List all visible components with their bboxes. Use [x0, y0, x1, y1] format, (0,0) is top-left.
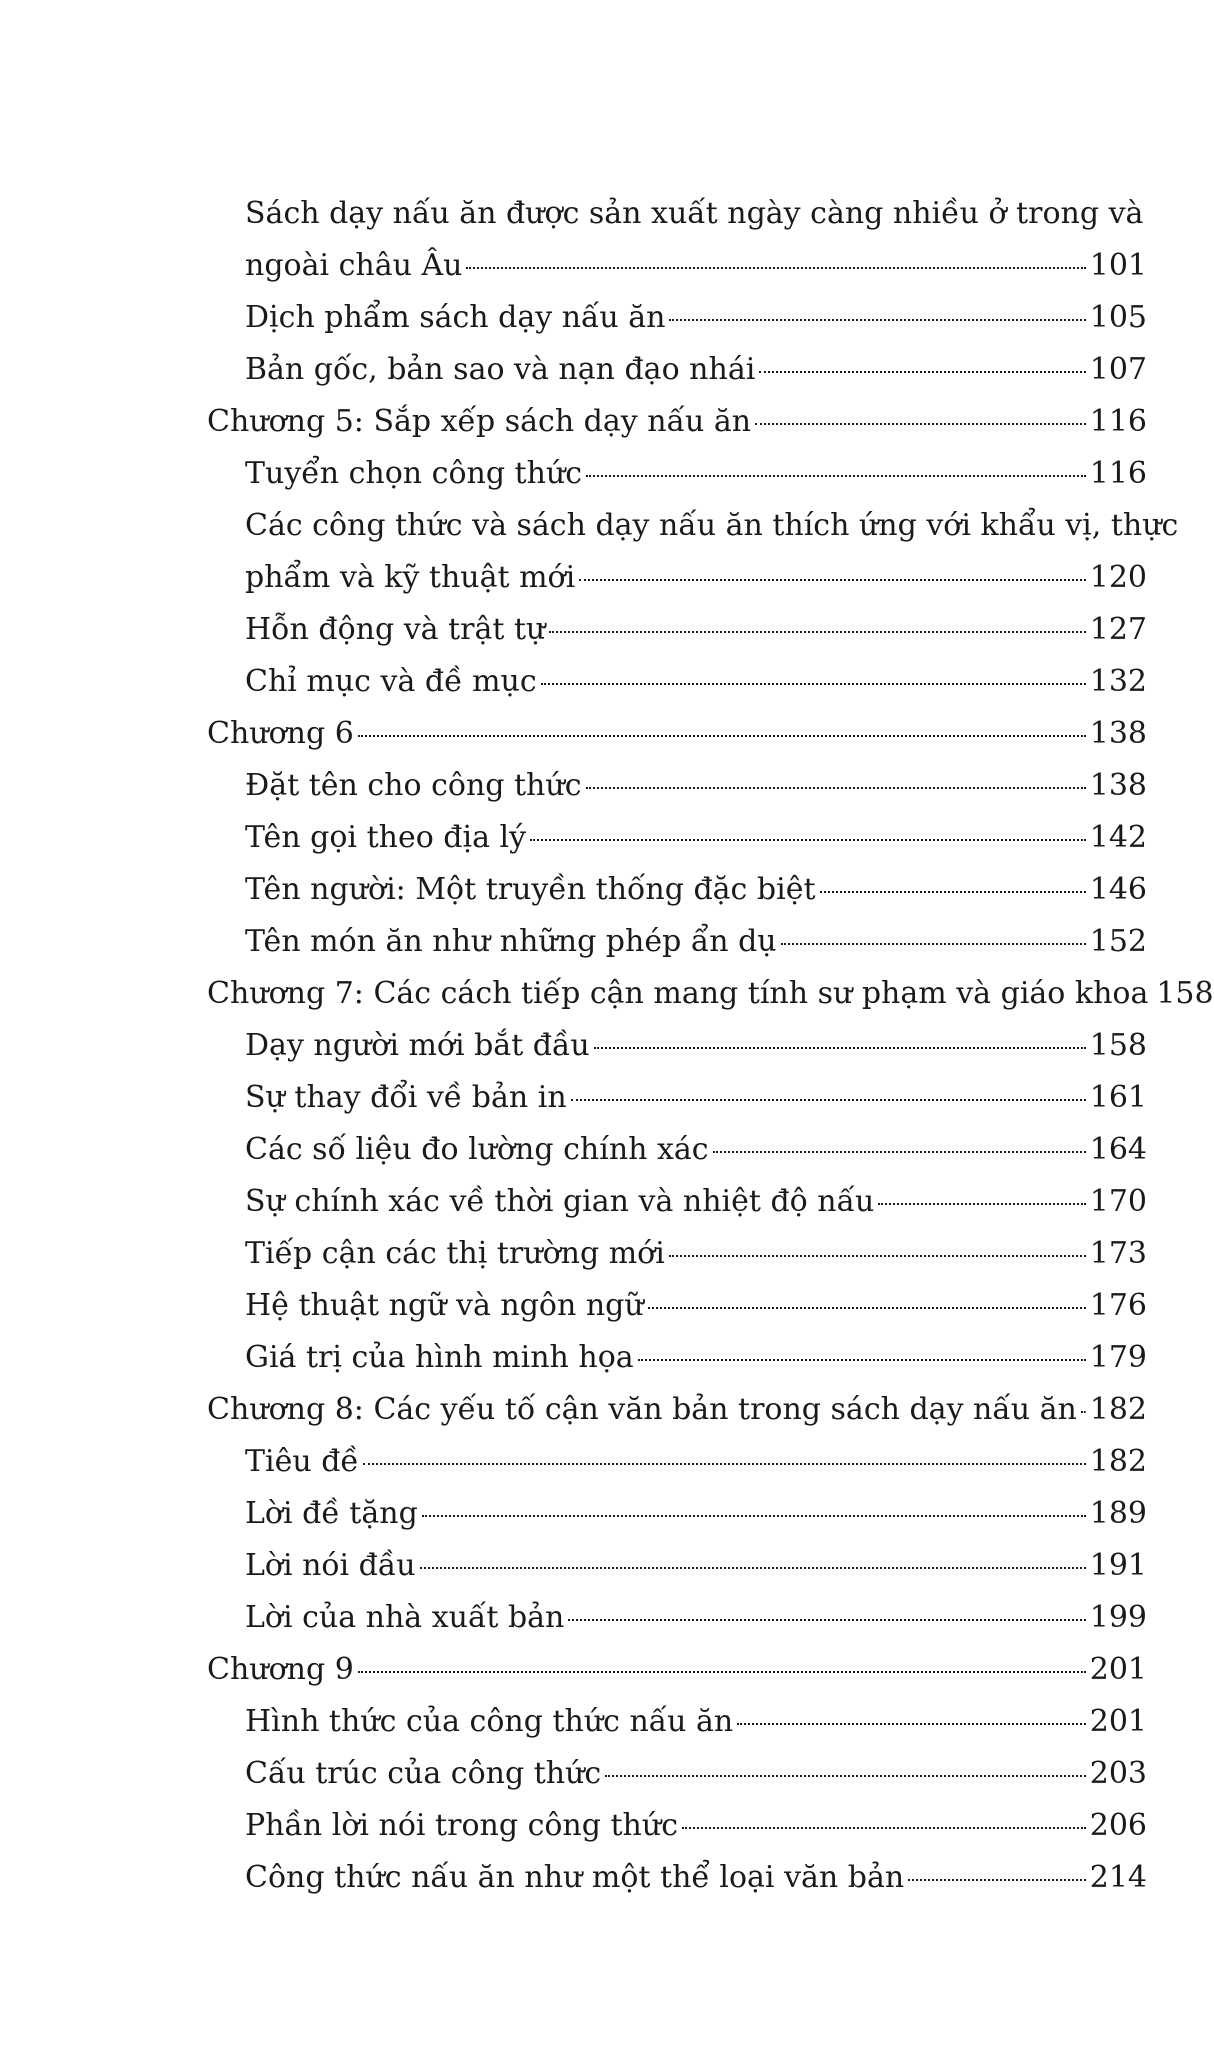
toc-page-number: 199: [1089, 1600, 1147, 1635]
toc-dot-leader: [571, 1098, 1086, 1101]
toc-section-entry: [207, 1696, 1147, 1748]
toc-section-entry: [207, 812, 1147, 864]
toc-page-number: 203: [1089, 1756, 1147, 1791]
toc-dot-leader: [363, 1462, 1086, 1465]
toc-dot-leader: [638, 1358, 1086, 1361]
toc-page-number: 146: [1089, 872, 1147, 907]
toc-dot-leader: [605, 1774, 1086, 1777]
toc-page-number: 170: [1089, 1184, 1147, 1219]
toc-section-entry: [207, 656, 1147, 708]
toc-dot-leader: [682, 1826, 1086, 1829]
toc-dot-leader: [358, 1670, 1086, 1673]
toc-section-entry: [207, 552, 1147, 604]
toc-page-number: 201: [1089, 1704, 1147, 1739]
toc-page-number: 189: [1089, 1496, 1147, 1531]
toc-dot-leader: [466, 266, 1085, 269]
toc-entry-title: Bản gốc, bản sao và nạn đạo nhái: [245, 352, 756, 387]
toc-page-number: 182: [1089, 1392, 1147, 1427]
toc-page-number: 158: [1089, 1028, 1147, 1063]
toc-entry-title: Sự chính xác về thời gian và nhiệt độ nấu: [245, 1184, 875, 1219]
toc-dot-leader: [713, 1150, 1086, 1153]
toc-page-number: 214: [1089, 1860, 1147, 1895]
toc-section-entry: [207, 1800, 1147, 1852]
toc-section-entry: [207, 1280, 1147, 1332]
toc-dot-leader: [579, 578, 1086, 581]
toc-entry-title: Tên món ăn như những phép ẩn dụ: [245, 924, 777, 959]
toc-page-number: 132: [1089, 664, 1147, 699]
toc-entry-title: Các số liệu đo lường chính xác: [245, 1132, 709, 1167]
toc-page-number: 127: [1089, 612, 1147, 647]
toc-entry-title: Hình thức của công thức nấu ăn: [245, 1704, 734, 1739]
toc-section-entry: [207, 916, 1147, 968]
toc-section-entry: [207, 1332, 1147, 1384]
toc-entry-title: Lời của nhà xuất bản: [245, 1600, 565, 1635]
toc-page-number: 164: [1089, 1132, 1147, 1167]
toc-entry-title: Hỗn động và trật tự: [245, 612, 546, 647]
toc-entry-title: Dạy người mới bắt đầu: [245, 1028, 590, 1063]
toc-entry-title: Tiêu đề: [245, 1444, 359, 1479]
toc-entry-title: Phần lời nói trong công thức: [245, 1808, 678, 1843]
toc-page-number: 176: [1089, 1288, 1147, 1323]
toc-entry-title: Tiếp cận các thị trường mới: [245, 1236, 665, 1271]
toc-chapter-entry: [207, 708, 1147, 760]
toc-page-number: 116: [1089, 404, 1147, 439]
toc-section-entry: [207, 240, 1147, 292]
toc-dot-leader: [820, 890, 1086, 893]
toc-section-entry: [207, 344, 1147, 396]
toc-section-entry: [207, 864, 1147, 916]
toc-page-number: 206: [1089, 1808, 1147, 1843]
toc-section-entry: [207, 292, 1147, 344]
toc-page-number: 138: [1089, 768, 1147, 803]
toc-entry-title: Đặt tên cho công thức: [245, 768, 582, 803]
toc-dot-leader: [586, 786, 1086, 789]
toc-page-number: 182: [1089, 1444, 1147, 1479]
toc-page-number: 201: [1089, 1652, 1147, 1687]
toc-section-entry: [207, 1540, 1147, 1592]
toc-section-entry: [207, 1072, 1147, 1124]
toc-section-entry: [207, 1124, 1147, 1176]
toc-section-entry: [207, 1176, 1147, 1228]
toc-section-entry: [207, 448, 1147, 500]
toc-entry-title: Chương 5: Sắp xếp sách dạy nấu ăn: [207, 404, 752, 439]
toc-section-entry: [207, 760, 1147, 812]
toc-entry-title: Chương 7: Các cách tiếp cận mang tính sư phạm và giáo khoa: [207, 976, 1149, 1011]
toc-dot-leader: [878, 1202, 1085, 1205]
toc-page-number: 179: [1089, 1340, 1147, 1375]
toc-section-entry: [207, 1592, 1147, 1644]
toc-dot-leader: [759, 370, 1085, 373]
toc-page-number: 173: [1089, 1236, 1147, 1271]
toc-entry-title: phẩm và kỹ thuật mới: [245, 560, 576, 595]
toc-dot-leader: [1081, 1410, 1086, 1413]
toc-entry-title: Cấu trúc của công thức: [245, 1756, 602, 1791]
toc-entry-title: Sách dạy nấu ăn được sản xuất ngày càng nhiều ở trong và: [245, 196, 1144, 231]
toc-entry-title: Chỉ mục và đề mục: [245, 664, 537, 699]
toc-page-number: 138: [1089, 716, 1147, 751]
toc-entry-title: Công thức nấu ăn như một thể loại văn bản: [245, 1860, 905, 1895]
toc-dot-leader: [755, 422, 1086, 425]
toc-entry-title: Tuyển chọn công thức: [245, 456, 583, 491]
toc-dot-leader: [422, 1514, 1086, 1517]
toc-section-entry: [207, 1436, 1147, 1488]
toc-dot-leader: [358, 734, 1086, 737]
toc-dot-leader: [568, 1618, 1085, 1621]
toc-page-number: 101: [1089, 248, 1147, 283]
toc-entry-title: ngoài châu Âu: [245, 248, 463, 283]
toc-section-entry: [207, 1228, 1147, 1280]
toc-dot-leader: [781, 942, 1086, 945]
toc-page-number: 120: [1089, 560, 1147, 595]
toc-page-number: 107: [1089, 352, 1147, 387]
toc-page-number: 158: [1156, 976, 1214, 1011]
toc-dot-leader: [530, 838, 1086, 841]
toc-entry-title: Lời đề tặng: [245, 1496, 418, 1531]
toc-entry-title: Tên gọi theo địa lý: [245, 820, 527, 855]
toc-entry-title: Sự thay đổi về bản in: [245, 1080, 567, 1115]
toc-chapter-entry: [207, 1644, 1147, 1696]
toc-dot-leader: [737, 1722, 1085, 1725]
toc-dot-leader: [669, 1254, 1086, 1257]
toc-entry-title: Giá trị của hình minh họa: [245, 1340, 634, 1375]
toc-section-entry: [207, 1852, 1147, 1904]
table-of-contents: [207, 188, 1214, 1904]
toc-entry-title: Tên người: Một truyền thống đặc biệt: [245, 872, 816, 907]
toc-entry-title: Hệ thuật ngữ và ngôn ngữ: [245, 1288, 644, 1323]
toc-section-entry: [207, 500, 1179, 552]
toc-section-entry: [207, 1748, 1147, 1800]
toc-section-entry: [207, 188, 1147, 240]
toc-dot-leader: [541, 682, 1086, 685]
toc-entry-title: Chương 9: [207, 1652, 354, 1687]
toc-page-number: 116: [1089, 456, 1147, 491]
toc-page-number: 152: [1089, 924, 1147, 959]
toc-page-number: 142: [1089, 820, 1147, 855]
toc-dot-leader: [594, 1046, 1086, 1049]
toc-page-number: 161: [1089, 1080, 1147, 1115]
toc-entry-title: Dịch phẩm sách dạy nấu ăn: [245, 300, 666, 335]
toc-chapter-entry: [207, 396, 1147, 448]
toc-section-entry: [207, 1488, 1147, 1540]
toc-dot-leader: [908, 1878, 1086, 1881]
toc-page-number: 191: [1089, 1548, 1147, 1583]
toc-entry-title: Chương 6: [207, 716, 354, 751]
toc-dot-leader: [669, 318, 1085, 321]
toc-entry-title: Chương 8: Các yếu tố cận văn bản trong sách dạy nấu ăn: [207, 1392, 1077, 1427]
toc-section-entry: [207, 604, 1147, 656]
toc-dot-leader: [648, 1306, 1086, 1309]
toc-chapter-entry: [207, 1384, 1147, 1436]
toc-entry-title: Lời nói đầu: [245, 1548, 416, 1583]
toc-chapter-entry: [207, 968, 1214, 1020]
toc-section-entry: [207, 1020, 1147, 1072]
toc-dot-leader: [586, 474, 1086, 477]
toc-dot-leader: [420, 1566, 1086, 1569]
toc-page-number: 105: [1089, 300, 1147, 335]
toc-dot-leader: [549, 630, 1085, 633]
toc-entry-title: Các công thức và sách dạy nấu ăn thích ứng với khẩu vị, thực: [245, 508, 1179, 543]
